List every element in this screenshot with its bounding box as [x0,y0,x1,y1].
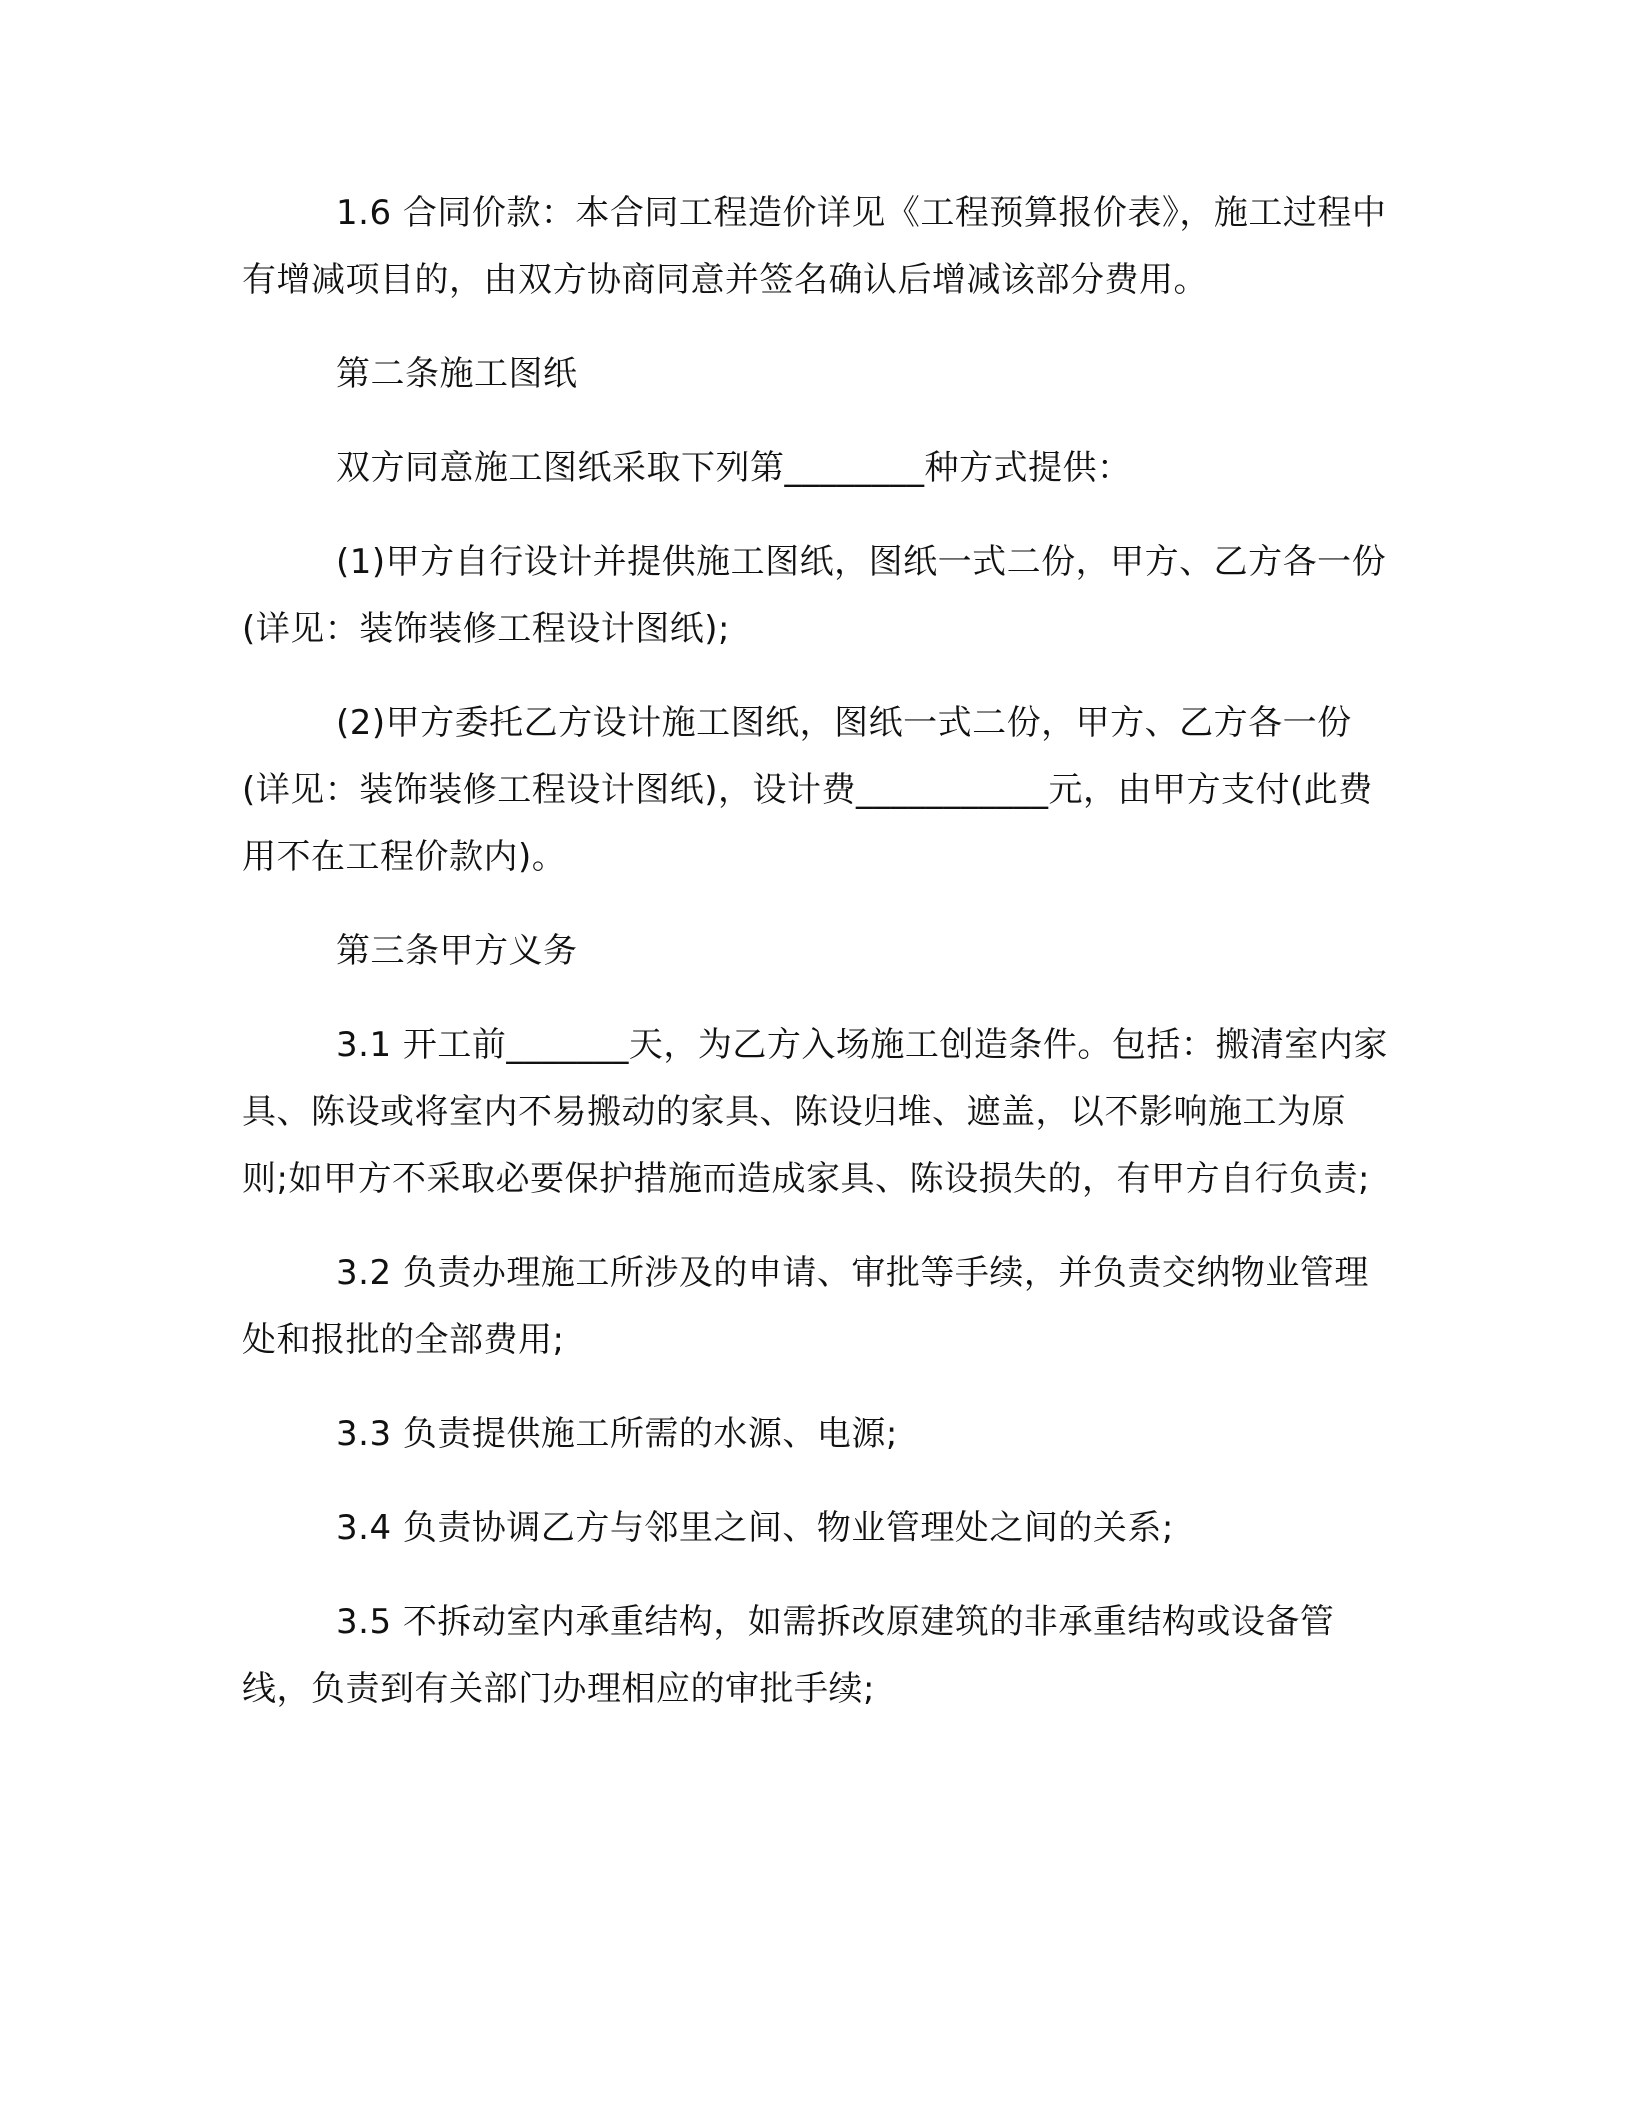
paragraph-contract-price: 1.6 合同价款：本合同工程造价详见《工程预算报价表》，施工过程中有增减项目的，由双方协商同意并签名确认后增减该部分费用。 [242,193,1387,300]
paragraph-3-5: 3.5 不拆动室内承重结构，如需拆改原建筑的非承重结构或设备管线，负责到有关部门办理相应的审批手续; [242,1602,1335,1709]
paragraph-drawing-method: 双方同意施工图纸采取下列第________种方式提供： [336,448,1132,488]
paragraph-option-1: (1)甲方自行设计并提供施工图纸，图纸一式二份，甲方、乙方各一份(详见：装饰装修工程设计图纸); [242,542,1387,649]
paragraph-option-2: (2)甲方委托乙方设计施工图纸，图纸一式二份，甲方、乙方各一份(详见：装饰装修工程设计图纸)，设计费___________元，由甲方支付(此费用不在工程价款内)。 [242,703,1373,877]
paragraph-3-2: 3.2 负责办理施工所涉及的申请、审批等手续，并负责交纳物业管理处和报批的全部费用; [242,1253,1369,1360]
paragraph-3-4: 3.4 负责协调乙方与邻里之间、物业管理处之间的关系; [336,1508,1174,1548]
heading-article-3: 第三条甲方义务 [336,931,578,971]
paragraph-3-1: 3.1 开工前_______天，为乙方入场施工创造条件。包括：搬清室内家具、陈设或将室内不易搬动的家具、陈设归堆、遮盖，以不影响施工为原则;如甲方不采取必要保护措施而造成家具、陈设损失的，有甲方自行负责; [242,1025,1388,1199]
heading-article-2: 第二条施工图纸 [336,354,578,394]
paragraph-3-3: 3.3 负责提供施工所需的水源、电源; [336,1414,898,1454]
document-body [242,180,1392,1723]
